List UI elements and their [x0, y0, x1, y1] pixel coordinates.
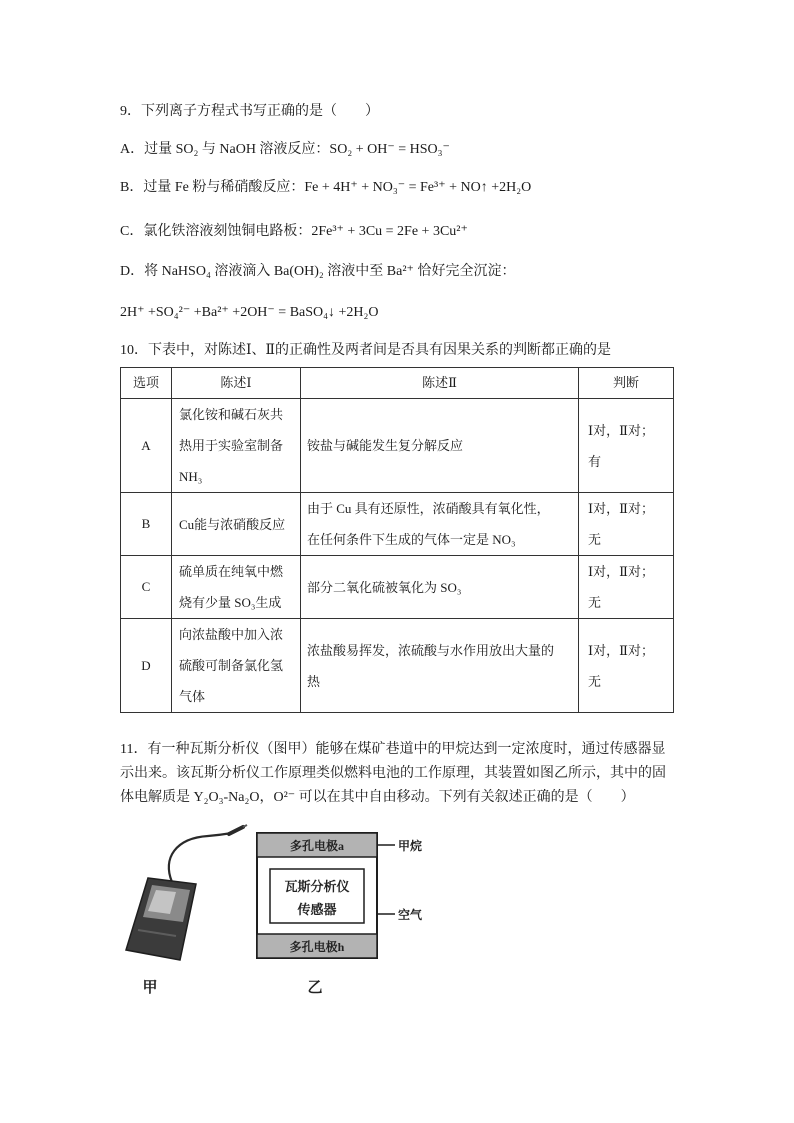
row-option: D	[121, 619, 172, 713]
header-statement-1: 陈述Ⅰ	[172, 368, 301, 399]
q10-stem: 10．下表中，对陈述Ⅰ、Ⅱ的正确性及两者间是否具有因果关系的判断都正确的是	[120, 343, 612, 358]
row-option: B	[121, 493, 172, 556]
row-statement-1	[172, 399, 301, 493]
row-statement-2	[301, 399, 579, 493]
cell-line: 在任何条件下生成的气体一定是 NO₃	[307, 532, 516, 547]
cell-line: 烧有少量 SO₃生成	[179, 595, 282, 610]
cell-line: NH₃	[179, 469, 203, 484]
cell-line: Ⅰ对，Ⅱ对；	[588, 501, 654, 516]
cell-line: Ⅰ对，Ⅱ对；	[588, 642, 654, 658]
figure-jia-label: 甲	[142, 980, 158, 996]
cell-line: Ⅰ对，Ⅱ对；	[588, 422, 654, 438]
q9-option-d: D．将 NaHSO₄ 溶液滴入 Ba(OH)₂ 溶液中至 Ba²⁺ 恰好完全沉淀：	[120, 264, 516, 279]
cell-line: 有	[588, 453, 602, 469]
table-row	[121, 493, 674, 556]
electrode-a-label: 多孔电极a	[289, 839, 345, 853]
cell-line: 硫酸可制备氯化氢	[179, 658, 284, 673]
row-statement-2	[301, 493, 579, 556]
cell-line: 无	[588, 532, 602, 547]
figure-yi-label: 乙	[307, 980, 323, 996]
cell-line: 气体	[179, 689, 206, 704]
cell-line: 铵盐与碱能发生复分解反应	[307, 438, 464, 453]
row-judgment	[579, 399, 674, 493]
sensor-label-line-1: 瓦斯分析仪	[284, 879, 350, 894]
row-option: A	[121, 399, 172, 493]
row-statement-1	[172, 493, 301, 556]
cell-line: 由于 Cu 具有还原性，浓硝酸具有氧化性，	[307, 501, 550, 516]
gas-analyzer-device	[126, 825, 247, 960]
row-statement-1	[172, 619, 301, 713]
row-judgment	[579, 619, 674, 713]
q9-option-d-equation: 2H⁺ +SO₄²⁻ +Ba²⁺ +2OH⁻ = BaSO₄↓ +2H₂O	[120, 305, 379, 320]
methane-label: 甲烷	[398, 839, 423, 853]
row-statement-2	[301, 556, 579, 619]
row-option: C	[121, 556, 172, 619]
cell-line: Ⅰ对，Ⅱ对；	[588, 564, 654, 579]
cell-line: 部分二氧化硫被氧化为 SO₃	[307, 579, 462, 595]
cell-line: 无	[588, 595, 602, 610]
q11-stem-line-2: 示出来。该瓦斯分析仪工作原理类似燃料电池的工作原理，其装置如图乙所示，其中的固	[120, 766, 666, 781]
q10-table-container	[120, 367, 674, 713]
q11-stem-line-3: 体电解质是 Y₂O₃-Na₂O，O²⁻ 可以在其中自由移动。下列有关叙述正确的是（ ）	[120, 790, 635, 805]
header-judgment: 判断	[579, 368, 674, 399]
probe-pen	[229, 827, 243, 834]
cell-line: 无	[588, 673, 602, 689]
header-statement-2: 陈述Ⅱ	[301, 368, 579, 399]
electrode-b-label: 多孔电极h	[289, 940, 345, 954]
cell-line: 热	[307, 673, 321, 689]
q9-stem: 9．下列离子方程式书写正确的是（ ）	[120, 104, 379, 119]
cell-line: 硫单质在纯氧中燃	[179, 564, 284, 579]
table-row	[121, 399, 674, 493]
q11-stem-line-1: 11．有一种瓦斯分析仪（图甲）能够在煤矿巷道中的甲烷达到一定浓度时，通过传感器显	[120, 742, 666, 757]
cell-line: 热用于实验室制备	[179, 438, 284, 453]
sensor-label-line-2: 传感器	[297, 902, 337, 917]
air-label: 空气	[398, 908, 423, 922]
header-option: 选项	[121, 368, 172, 399]
row-statement-2	[301, 619, 579, 713]
table-header-row	[121, 368, 674, 399]
table-row	[121, 556, 674, 619]
q9-option-a: A．过量 SO₂ 与 NaOH 溶液反应：SO₂ + OH⁻ = HSO₃⁻	[120, 142, 450, 157]
cell-line: 氯化铵和碱石灰共	[179, 407, 284, 422]
q11-figure	[110, 822, 470, 1000]
q10-table	[120, 367, 674, 713]
q9-option-c: C．氯化铁溶液刻蚀铜电路板：2Fe³⁺ + 3Cu = 2Fe + 3Cu²⁺	[120, 224, 468, 239]
table-row	[121, 619, 674, 713]
device-cable	[169, 833, 232, 882]
row-statement-1	[172, 556, 301, 619]
cell-line: 浓盐酸易挥发，浓硫酸与水作用放出大量的	[307, 642, 555, 658]
row-judgment	[579, 556, 674, 619]
cell-line: 向浓盐酸中加入浓	[179, 627, 284, 642]
sensor-schematic	[257, 833, 423, 958]
row-judgment	[579, 493, 674, 556]
cell-line: Cu能与浓硝酸反应	[179, 516, 286, 532]
q9-option-b: B．过量 Fe 粉与稀硝酸反应：Fe + 4H⁺ + NO₃⁻ = Fe³⁺ + NO↑ +2H₂O	[120, 180, 532, 195]
